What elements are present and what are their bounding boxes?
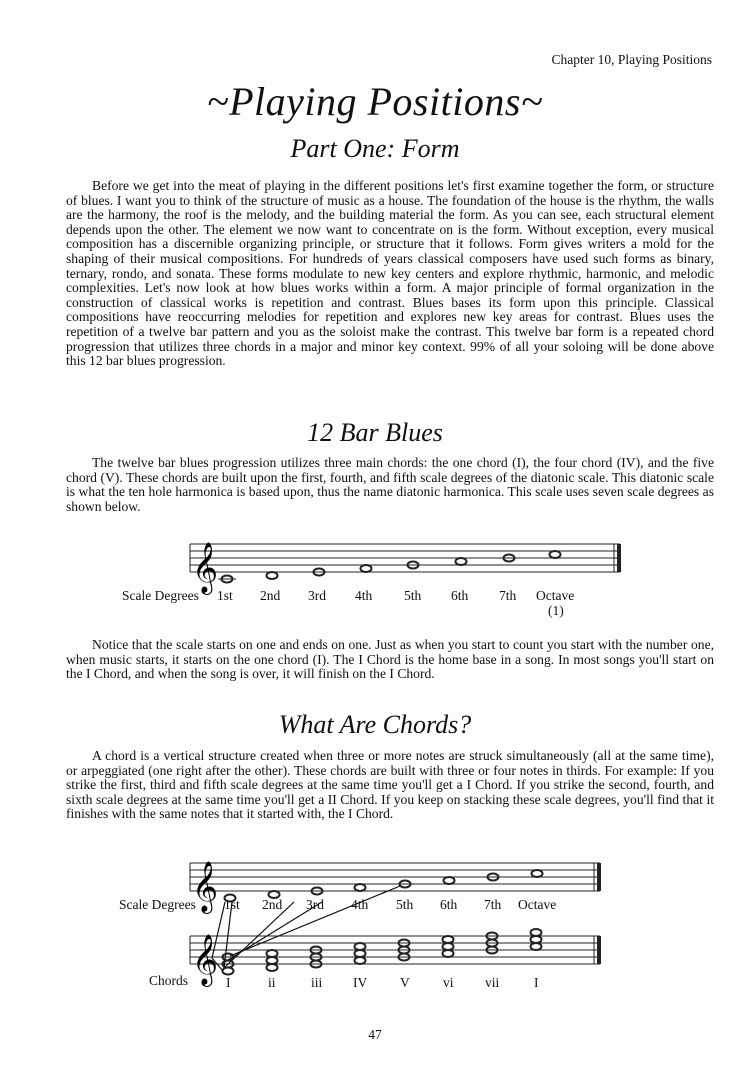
paragraph-chords: A chord is a vertical structure created when three or more notes are struck simultaneously (all at the same time), or arpeggiated (one right after the other). These chords are built with three or four notes in thirds. For example: If you strike the first, third and fifth scale degrees at the same time you'll get a I Chord. If you strike the second, fourth, and sixth scale degrees at the same time you'll get a II Chord. If you keep on stacking these scale degrees, you'll find that it finishes with the same notes that it started with, the I Chord. — [66, 748, 714, 822]
degree-label: 3rd — [306, 897, 324, 912]
degree-label: 7th — [484, 897, 502, 912]
paragraph-blues-2: Notice that the scale starts on one and ends on one. Just as when you start to count you start with the number one, when music starts, it starts on the one chord (I). The I Chord is the home base in a song. In most songs you'll start on the I Chord, and when the song is over, it will finish on the I Chord. — [66, 637, 714, 682]
chord-numeral: IV — [353, 975, 368, 990]
scale-degrees-label: Scale Degrees — [122, 588, 199, 603]
degree-label: 2nd — [260, 588, 281, 603]
degree-label: 4th — [355, 588, 373, 603]
scale-staff-figure — [0, 530, 750, 620]
chord-numeral: ii — [268, 975, 276, 990]
heading-what-are-chords: What Are Chords? — [278, 710, 472, 739]
chord-numeral: iii — [311, 975, 323, 990]
note-6th — [456, 558, 467, 565]
chord-numeral: vii — [485, 975, 500, 990]
degree-label: 6th — [440, 897, 458, 912]
note-4th — [361, 565, 372, 572]
chords-label: Chords — [149, 973, 189, 988]
chord-numeral: I — [226, 975, 231, 990]
chord-numeral: V — [400, 975, 410, 990]
degree-label: 2nd — [262, 897, 283, 912]
degree-label: 5th — [404, 588, 422, 603]
treble-clef-icon: 𝄞 — [192, 543, 219, 592]
heading-form: Part One: Form — [290, 134, 460, 163]
degree-label: 6th — [451, 588, 469, 603]
scale-degrees-label: Scale Degrees — [119, 897, 196, 912]
note-octave — [550, 551, 561, 558]
degree-label: 7th — [499, 588, 517, 603]
degree-label: 5th — [396, 897, 414, 912]
degree-label: 1st — [217, 588, 233, 603]
chords-staff-figure — [0, 850, 750, 1000]
degree-label: Octave — [518, 897, 557, 912]
chord-numeral: vi — [443, 975, 454, 990]
degree-label: Octave — [536, 588, 575, 603]
degree-label: 3rd — [308, 588, 326, 603]
heading-12-bar-blues: 12 Bar Blues — [307, 418, 443, 447]
page-title: ~Playing Positions~ — [206, 79, 544, 124]
treble-clef-icon: 𝄞 — [192, 935, 219, 984]
degree-label: 4th — [351, 897, 369, 912]
treble-clef-icon: 𝄞 — [192, 862, 219, 911]
note-2nd — [267, 572, 278, 579]
paragraph-form: Before we get into the meat of playing in the different positions let's first examine together the form, or structure of blues. I want you to think of the structure of music as a house. The foundation of the house is the rhythm, the walls are the harmony, the roof is the melody, and the building material the form. As you can see, each structural element depends upon the other. The element we now want to concentrate on is the form. Without exception, every musical composition has a discernible organizing principle, or structure that it follows. Form gives writers a mold for the shaping of their musical compositions. For hundreds of years classical composers have used such forms as binary, ternary, rondo, and sonata. These forms modulate to new key centers and explore rhythmic, harmonic, and melodic complexities. Let's now look at how blues works within a form. A major principle of formal organization in the construction of classical works is repetition and contrast. Blues bases its form upon this principle. Classical compositions have reoccurring melodies for repetition and explores new key areas for contrast. Blues uses the repetition of a twelve bar pattern and you as the soloist make the contrast. This twelve bar form is a repeated chord progression that utilizes three chords in a major and minor key context. 99% of all your soloing will be done above this 12 bar blues progression. — [66, 178, 714, 369]
paragraph-blues: The twelve bar blues progression utilizes three main chords: the one chord (I), the four chord (IV), and the five chord (V). These chords are built upon the first, fourth, and fifth scale degrees of the diatonic scale. This diatonic scale is what the ten hole harmonica is based upon, thus the name diatonic harmonica. This scale uses seven scale degrees as shown below. — [66, 455, 714, 514]
degree-label: 1st — [224, 897, 240, 912]
running-header: Chapter 10, Playing Positions — [551, 52, 712, 67]
chord-numeral: I — [534, 975, 539, 990]
octave-note: (1) — [548, 603, 564, 618]
page-number: 47 — [368, 1027, 382, 1042]
